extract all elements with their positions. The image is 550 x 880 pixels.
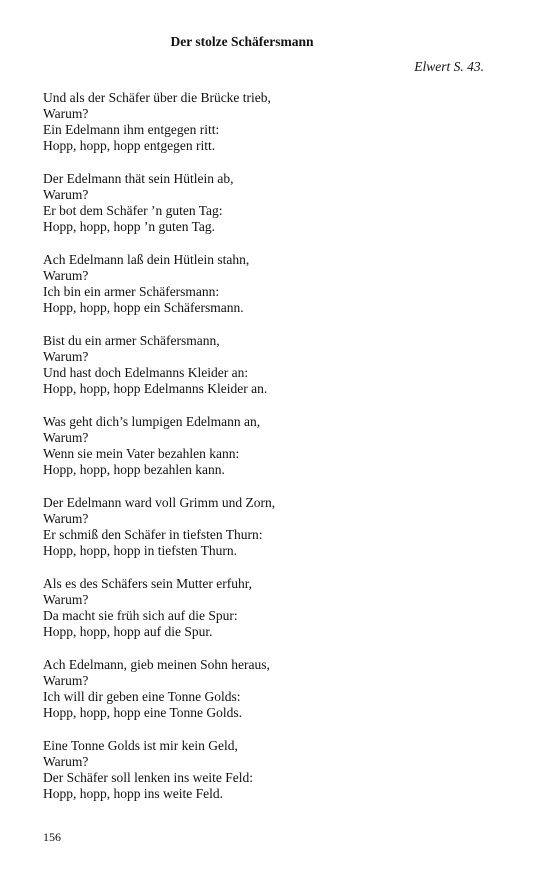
- stanza-6: [43, 495, 523, 559]
- stanza-line: Warum?: [43, 592, 89, 607]
- stanza-line: Hopp, hopp, hopp ’n guten Tag.: [43, 219, 216, 234]
- stanza-5: [43, 414, 523, 478]
- stanza-line: Er bot dem Schäfer ’n guten Tag:: [43, 203, 223, 218]
- source-reference: Elwert S. 43.: [414, 59, 484, 74]
- stanza-line: Was geht dich’s lumpigen Edelmann an,: [43, 414, 261, 429]
- stanza-line: Hopp, hopp, hopp eine Tonne Golds.: [43, 705, 243, 720]
- stanza-8: [43, 657, 523, 721]
- stanza-line: Ach Edelmann laß dein Hütlein stahn,: [43, 252, 250, 267]
- stanza-line: Hopp, hopp, hopp ein Schäfersmann.: [43, 300, 244, 315]
- stanza-line: Warum?: [43, 673, 89, 688]
- stanza-line: Warum?: [43, 511, 89, 526]
- stanza-line: Hopp, hopp, hopp bezahlen kann.: [43, 462, 225, 477]
- stanza-line: Ich will dir geben eine Tonne Golds:: [43, 689, 241, 704]
- stanza-3: [43, 252, 523, 316]
- stanza-7: [43, 576, 523, 640]
- stanza-line: Eine Tonne Golds ist mir kein Geld,: [43, 738, 238, 753]
- stanza-line: Und hast doch Edelmanns Kleider an:: [43, 365, 249, 380]
- stanza-line: Ach Edelmann, gieb meinen Sohn heraus,: [43, 657, 270, 672]
- stanza-line: Bist du ein armer Schäfersmann,: [43, 333, 220, 348]
- stanza-4: [43, 333, 523, 397]
- stanza-line: Da macht sie früh sich auf die Spur:: [43, 608, 238, 623]
- stanza-2: [43, 171, 523, 235]
- stanza-line: Der Edelmann thät sein Hütlein ab,: [43, 171, 234, 186]
- stanza-line: Hopp, hopp, hopp ins weite Feld.: [43, 786, 223, 801]
- stanza-1: [43, 90, 523, 154]
- stanza-9: [43, 738, 523, 802]
- page-number: 156: [43, 830, 61, 844]
- stanza-line: Warum?: [43, 349, 89, 364]
- stanza-line: Warum?: [43, 430, 89, 445]
- stanza-line: Hopp, hopp, hopp entgegen ritt.: [43, 138, 216, 153]
- stanza-line: Der Edelmann ward voll Grimm und Zorn,: [43, 495, 276, 510]
- stanza-line: Der Schäfer soll lenken ins weite Feld:: [43, 770, 253, 785]
- source-reference-row: [0, 58, 484, 76]
- poem-title: Der stolze Schäfersmann: [170, 34, 314, 49]
- stanza-line: Und als der Schäfer über die Brücke trieb,: [43, 90, 271, 105]
- stanza-line: Ich bin ein armer Schäfersmann:: [43, 284, 220, 299]
- stanza-line: Warum?: [43, 754, 89, 769]
- stanza-line: Hopp, hopp, hopp Edelmanns Kleider an.: [43, 381, 268, 396]
- stanza-line: Hopp, hopp, hopp in tiefsten Thurn.: [43, 543, 237, 558]
- stanza-line: Ein Edelmann ihm entgegen ritt:: [43, 122, 220, 137]
- stanza-line: Warum?: [43, 187, 89, 202]
- stanza-line: Wenn sie mein Vater bezahlen kann:: [43, 446, 240, 461]
- poem-body: [43, 90, 523, 819]
- stanza-line: Warum?: [43, 106, 89, 121]
- stanza-line: Hopp, hopp, hopp auf die Spur.: [43, 624, 213, 639]
- stanza-line: Als es des Schäfers sein Mutter erfuhr,: [43, 576, 253, 591]
- stanza-line: Warum?: [43, 268, 89, 283]
- stanza-line: Er schmiß den Schäfer in tiefsten Thurn:: [43, 527, 263, 542]
